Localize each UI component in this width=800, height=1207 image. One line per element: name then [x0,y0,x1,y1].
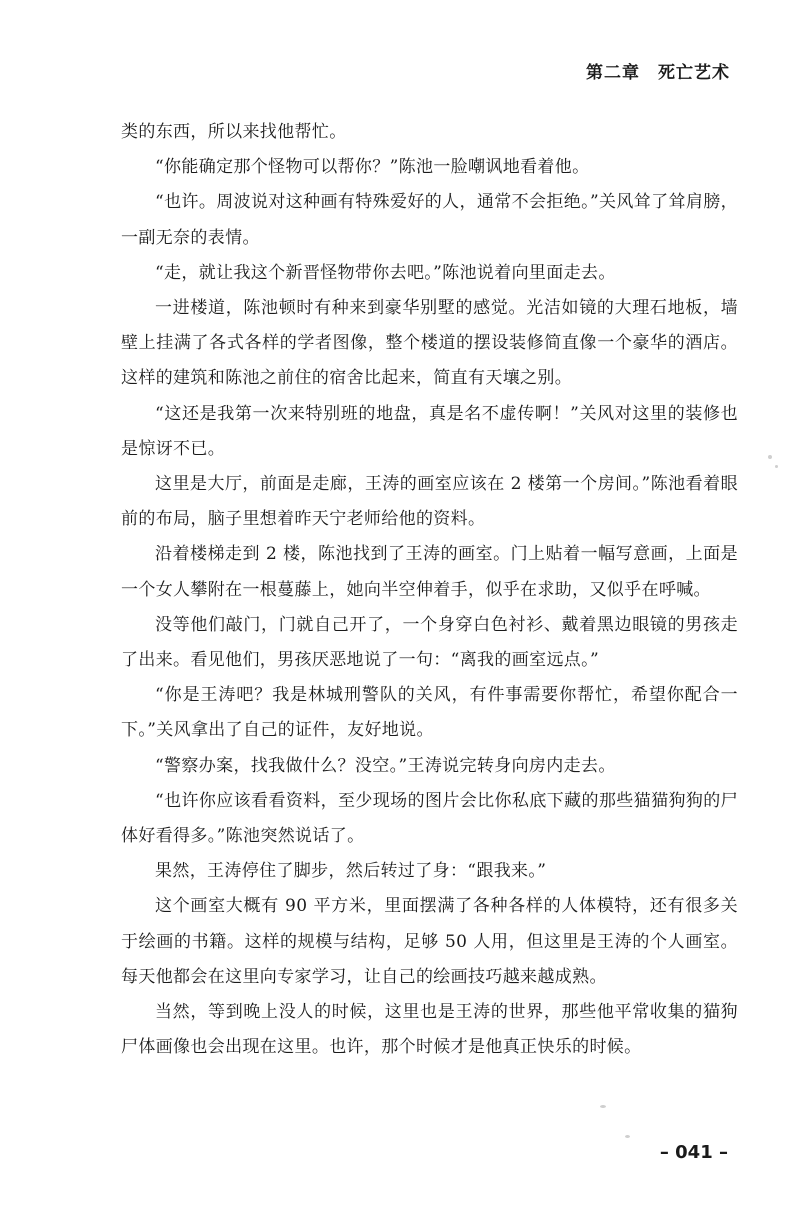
paragraph: 一进楼道，陈池顿时有种来到豪华别墅的感觉。光洁如镜的大理石地板，墙壁上挂满了各式各样的学者图像，整个楼道的摆设装修简直像一个豪华的酒店。这样的建筑和陈池之前住的宿舍比起来，简直有天壤之别。 [121,298,738,389]
paragraph: 没等他们敲门，门就自己开了，一个身穿白色衬衫、戴着黑边眼镜的男孩走了出来。看见他们，男孩厌恶地说了一句：“离我的画室远点。” [121,614,738,671]
scan-speck [775,465,778,468]
paragraph: “你能确定那个怪物可以帮你？”陈池一脸嘲讽地看着他。 [155,157,590,178]
paragraph: “也许你应该看看资料，至少现场的图片会比你私底下藏的那些猫猫狗狗的尸体好看得多。”陈池突然说话了。 [121,790,738,847]
paragraph: “这还是我第一次来特别班的地盘，真是名不虚传啊！”关风对这里的装修也是惊讶不已。 [121,403,738,459]
paragraph: 果然，王涛停住了脚步，然后转过了身：“跟我来。” [155,861,547,882]
paragraph: 这里是大厅，前面是走廊，王涛的画室应该在 2 楼第一个房间。”陈池看着眼前的布局，脑子里想着昨天宁老师给他的资料。 [121,474,738,530]
paragraph: “你是王涛吧？我是林城刑警队的关风，有件事需要你帮忙，希望你配合一下。”关风拿出了自己的证件，友好地说。 [121,685,738,741]
scan-speck [600,1105,606,1108]
paragraph: “也许。周波说对这种画有特殊爱好的人，通常不会拒绝。”关风耸了耸肩膀，一副无奈的表情。 [121,192,738,248]
scan-speck [625,1135,630,1138]
paragraph: 当然，等到晚上没人的时候，这里也是王涛的世界，那些他平常收集的猫狗尸体画像也会出现在这里。也许，那个时候才是他真正快乐的时候。 [121,1002,738,1058]
paragraph: “警察办案，找我做什么？没空。”王涛说完转身向房内走去。 [155,755,616,776]
page-number: – 041 – [659,1142,728,1163]
paragraph: 类的东西，所以来找他帮忙。 [121,122,347,142]
chapter-header: 第二章 死亡艺术 [586,63,730,83]
paragraph: 这个画室大概有 90 平方米，里面摆满了各种各样的人体模特，还有很多关于绘画的书籍。这样的规模与结构，足够 50 人用，但这里是王涛的个人画室。每天他都会在这里向专家学习，让自己的绘画技巧越来越成熟。 [121,896,738,987]
scan-speck [768,455,772,459]
paragraph: 沿着楼梯走到 2 楼，陈池找到了王涛的画室。门上贴着一幅写意画，上面是一个女人攀附在一根蔓藤上，她向半空伸着手，似乎在求助，又似乎在呼喊。 [121,544,738,600]
paragraph: “走，就让我这个新晋怪物带你去吧。”陈池说着向里面走去。 [155,262,616,283]
body-text [121,115,738,1065]
